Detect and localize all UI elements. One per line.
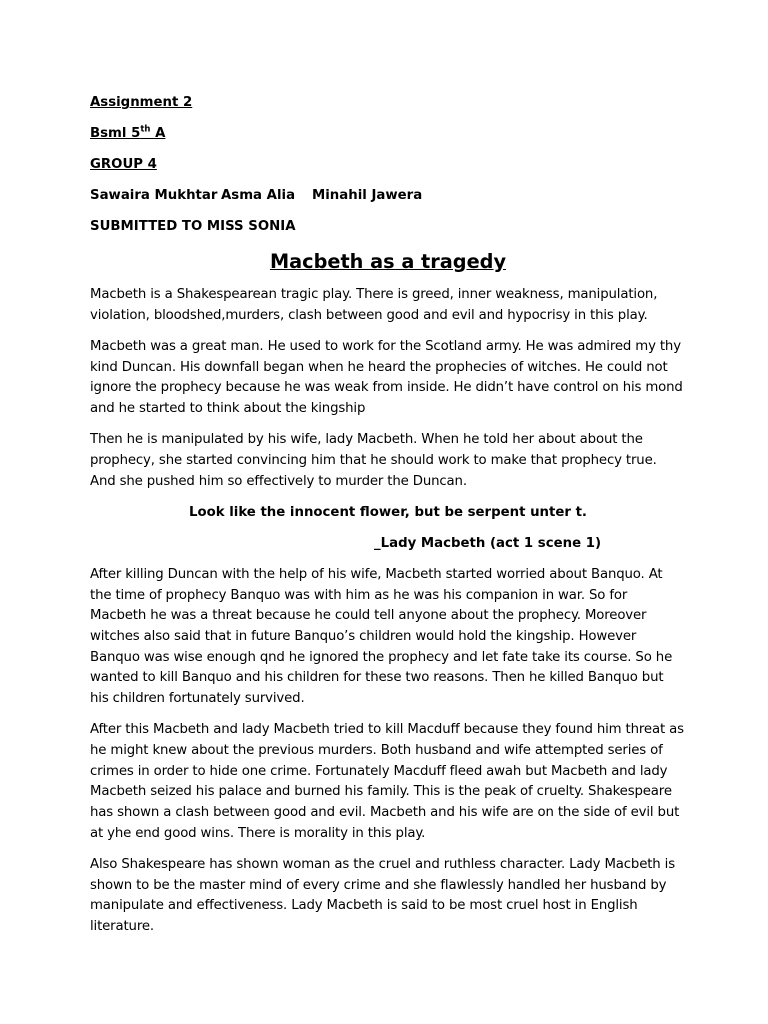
class-label [90, 125, 686, 156]
paragraph: Macbeth is a Shakespearean tragic play. There is greed, inner weakness, manipulation, violation, bloodshed,murders, clash between good and evil and hypocrisy in this play. [90, 287, 658, 323]
paragraph: After this Macbeth and lady Macbeth tried to kill Macduff because they found him threat as he might knew about the previous murders. Both husband and wife attempted series of crimes in order to hide one crime. Fortunately Macduff fleed awah but Macbeth and lady Macbeth seized his palace and burned his family. This is the peak of cruelty. Shakespeare has shown a clash between good and evil. Macbeth and his wife are on the side of evil but at yhe end good wins. There is morality in this play. [90, 722, 684, 841]
group-members [90, 187, 686, 218]
quote-text: Look like the innocent flower, but be serpent unter t. [188, 504, 587, 520]
paragraph: Macbeth was a great man. He used to work for the Scotland army. He was admired my thy kind Duncan. His downfall began when he heard the prophecies of witches. He could not ignore the prophecy because he was weak from inside. He didn’t have control on his mond and he started to think about the kingship [90, 338, 683, 417]
class-suffix: A [150, 126, 166, 141]
page-title: Macbeth as a tragedy [269, 250, 507, 273]
assignment-label: Assignment 2 [90, 95, 193, 110]
paragraph: After killing Duncan with the help of his wife, Macbeth started worried about Banquo. At the time of prophecy Banquo was with him as he was his companion in war. So for Macbeth he was a threat because he could tell anyone about the prophecy. Moreover witches also said that in future Banquo’s children would hold the kingship. However Banquo was wise enough qnd he ignored the prophecy and let fate take its course. So he wanted to kill Banquo and his children for these two reasons. Then he killed Banquo but his children fortunately survived. [90, 566, 673, 707]
group-label: GROUP 4 [90, 157, 157, 172]
submitted-to: SUBMITTED TO MISS SONIA [90, 219, 296, 234]
class-superscript: th [140, 124, 151, 135]
quote-attribution: _Lady Macbeth (act 1 scene 1) [374, 535, 602, 551]
member-name: Sawaira Mukhtar [90, 188, 218, 203]
class-prefix: Bsml 5 [90, 126, 141, 141]
member-name: Minahil Jawera [312, 188, 423, 203]
paragraph: Also Shakespeare has shown woman as the cruel and ruthless character. Lady Macbeth is shown to be the master mind of every crime and she flawlessly handled her husband by manipulate and effectiveness. Lady Macbeth is said to be most cruel host in English literature. [90, 856, 675, 935]
paragraph: Then he is manipulated by his wife, lady Macbeth. When he told her about about the prophecy, she started convincing him that he should work to make that prophecy true. And she pushed him so effectively to murder the Duncan. [90, 432, 657, 489]
member-name: Asma Alia [221, 188, 296, 203]
document-body [90, 94, 686, 948]
